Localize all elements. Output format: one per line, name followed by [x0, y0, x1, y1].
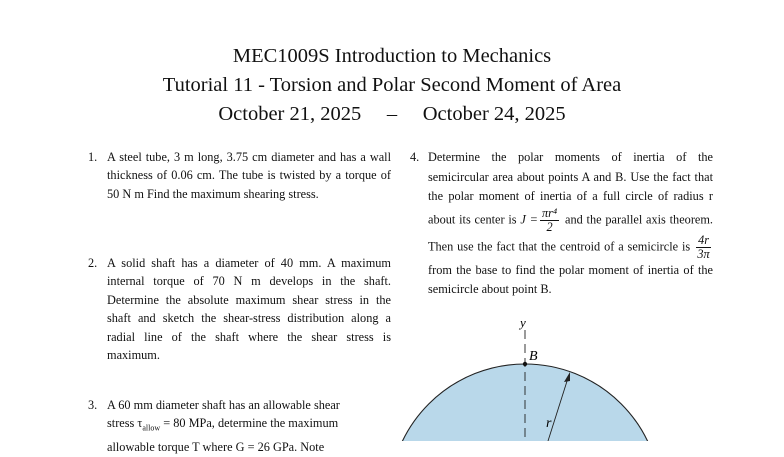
question-number: 3.	[88, 398, 98, 412]
y-axis-label: y	[520, 315, 526, 330]
question-text: Determine the polar moments of inertia of the semicircular area about points A and B. Use the fact that the polar moment of inertia of a full circle of radius r about its center is	[428, 150, 713, 226]
question-number: 4.	[410, 150, 420, 164]
fraction-j: $\frac{\text{πr⁴}}{2}$	[541, 205, 558, 234]
question-text: A 60 mm diameter shaft has an allowable shear	[107, 398, 340, 412]
question-text-line3: allowable torque T where G = 26 GPa. Note	[107, 440, 325, 455]
question-2	[88, 254, 391, 364]
fraction-centroid: $\frac{4r}{3\pi}$	[697, 232, 710, 261]
question-number: 2.	[88, 256, 98, 270]
question-text: A steel tube, 3 m long, 3.75 cm diameter and has a wall thickness of 0.06 cm. The tube is twisted by a torque of 50 N m Find the maximum shearing stress.	[107, 150, 391, 201]
radius-label: r	[546, 416, 552, 431]
question-text-2: and the parallel axis theorem. Then use the fact that the centroid of a semicircle is	[428, 211, 714, 253]
header-dates: October 21, 2025 – October 24, 2025	[218, 103, 566, 125]
semicircle-area	[400, 364, 660, 441]
question-text: A solid shaft has a diameter of 40 mm. A maximum internal torque of 70 N m develops in the shaft. Determine the absolute maximum shear stress in the shaft and sketch the shear-stress distribution along a radial line of the shaft where the shear stress is maximum.	[107, 256, 391, 363]
shear-stress-symbol: stress τ	[107, 416, 143, 431]
question-text-3: from the base to find the polar moment of inertia of the semicircle about point B.	[428, 262, 713, 296]
question-3	[88, 396, 391, 457]
shear-stress-value: = 80 MPa, determine the maximum	[160, 416, 339, 431]
question-number: 1.	[88, 150, 98, 164]
question-4	[410, 148, 713, 300]
point-b-marker	[523, 362, 527, 366]
point-b-label: B	[529, 349, 538, 364]
equation-lhs: J =	[520, 211, 538, 226]
question-1	[88, 148, 391, 203]
header-tutorial: Tutorial 11 - Torsion and Polar Second Moment of Area	[162, 74, 622, 96]
shear-stress-subscript: allow	[142, 423, 161, 433]
header-course: MEC1009S Introduction to Mechanics	[232, 45, 552, 67]
semicircle-figure	[400, 310, 660, 441]
